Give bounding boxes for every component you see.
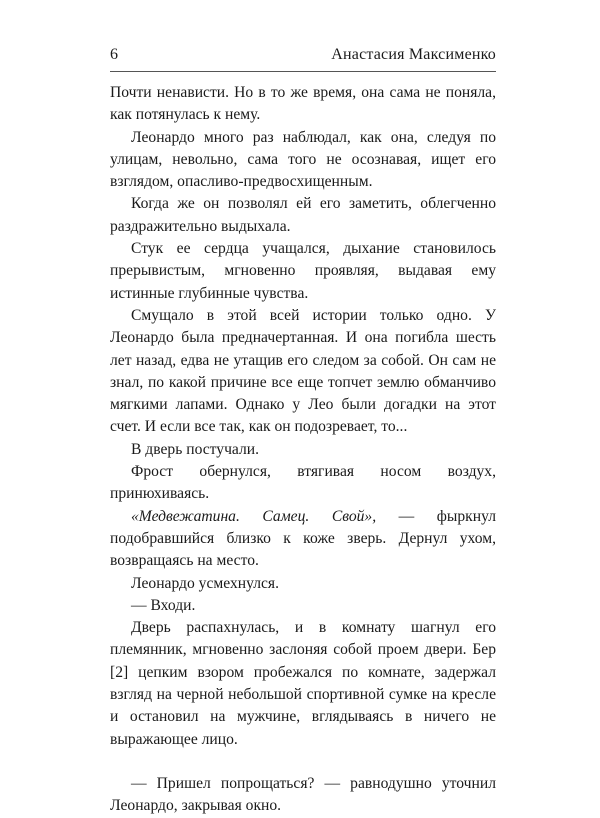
quote-rest: — фыркнул подобравшийся близко к коже зверь. Дернул ухом, возвращаясь на место.: [110, 507, 496, 570]
paragraph: — Пришел попрощаться? — равнодушно уточнил Леонардо, закрывая окно.: [110, 774, 496, 815]
paragraph: Леонардо много раз наблюдал, как она, следуя по улицам, невольно, сама того не осознавая, ищет его взглядом, опасливо-предвосхищенным.: [110, 128, 496, 191]
paragraph: Дверь распахнулась, и в комнату шагнул его племянник, мгновенно заслоняя собой проем двери. Бер [2] цепким взором пробежался по комнате, задержал взгляд на черной небольшой спортивной сумке на кресле и остановил на мужчине, вглядываясь в ничего не выражающее лицо.: [110, 619, 496, 748]
quote-italic: «Медвежатина. Самец. Свой»,: [131, 507, 377, 525]
paragraph: Смущало в этой всей истории только одно. У Леонардо была предначертанная. И она погибла шесть лет назад, едва не утащив его следом за собой. Он сам не знал, по какой причине все еще топчет землю обманчиво мягкими лапами. Однако у Лео были догадки на этот счет. И если все так, как он подозревает, то...: [110, 306, 496, 436]
header-rule: [110, 71, 496, 72]
running-header: [110, 46, 496, 64]
page-number: 6: [110, 46, 119, 63]
paragraph: Фрост обернулся, втягивая носом воздух, принюхиваясь.: [110, 463, 496, 503]
paragraph: В дверь постучали.: [131, 440, 260, 458]
quote-paragraph: [110, 506, 496, 573]
paragraph: Когда же он позволял ей его заметить, облегченно раздражительно выдыхала.: [110, 195, 496, 235]
running-title: Анастасия Максименко: [331, 46, 496, 63]
paragraph: Почти ненависти. Но в то же время, она сама не поняла, как потянулась к нему.: [110, 84, 496, 124]
paragraph: Леонардо усмехнулся.: [131, 574, 280, 592]
paragraph: Стук ее сердца учащался, дыхание становилось прерывистым, мгновенно проявляя, выдавая ему истинные глубинные чувства.: [110, 240, 496, 302]
paragraph: — Входи.: [131, 596, 196, 614]
body-text: [110, 82, 496, 818]
